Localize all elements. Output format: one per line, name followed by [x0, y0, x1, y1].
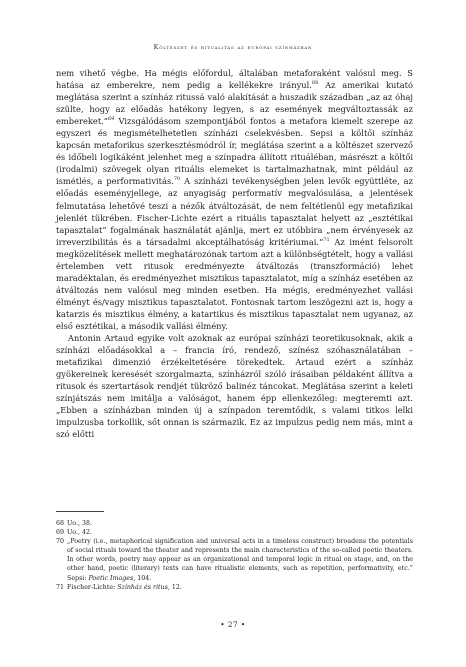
footnote-70 [56, 537, 413, 582]
cited-title: Színház és rítus [117, 583, 168, 591]
footnote-text: Uo., 38. [67, 520, 93, 527]
footnote-ref-69: 69 [108, 116, 115, 123]
footnote-text: Fischer-Lichte: Színház és rítus, 12. [67, 583, 182, 591]
footnote-number: 68 [56, 520, 65, 527]
body-text [56, 67, 413, 440]
footnote-rule [56, 511, 104, 512]
footnote-ref-68: 68 [311, 80, 319, 87]
cited-title: Poetic Images [88, 574, 134, 582]
page-number: • 27 • [220, 620, 246, 629]
running-head: Költészet és ritualitás az európai színházban [153, 43, 313, 51]
footnote-71 [56, 583, 413, 592]
footnote-ref-71: 71 [323, 236, 330, 243]
footnote-number: 69 [56, 529, 65, 537]
footnote-text: Uo., 42. [67, 529, 93, 537]
paragraph-1: nem vihető végbe. Ha mégis előfordul, általában metaforaként valósul meg. S hatása az emberekre, nem pedig a kellékekre irányul.$^{68}$ Az amerikai kutató meglátása szerint a színház ritussá való alakítását a huszadik században „az az óhaj szülte, hogy az előadás hatékony legyen, s az események megváltoztassák az embereket.”$^{69}$ Vizsgálódásom szempontjából fontos a metafora kiemelt szerepe az egyszeri és megismételhetetlen színházi cselekvésben. Sepsi a költői színház kapcsán metaforikus szerkesztésmódról ír, meglátása szerint a a költészet szervező és időbeli logikáként jelenhet meg a színpadra állított rituáléban, másrészt a költői (irodalmi) szövegek olyan rituális elemeket is tartalmazhatnak, mint például az ismétlés, a performativitás.$^{70}$ A színházi tevékenységben jelen levők együttléte, az előadás eseményjellege, az anyagiság performatív megvalósulása, a jelentések felmutatása lehetővé teszi a nézők átváltozását, de nem feltétlenül egy metafizikai jelenlét tükrében. Fischer-Lichte ezért a rituális tapasztalat helyett az „esztétikai tapasztalat” fogalmának használatát ajánlja, mert ez utóbbira „nem érvényesek az irreverzibilitás és a társadalmi akceptálhatóság kritériumai.”$^{71}$ Az imént felsorolt megközelítések mellett meghatározónak tartom azt a különbségtételt, hogy a vallási értelemben vett ritusok eredményezte átváltozás (transzformáció) lehet maradéktalan, és eredményezhet misztikus tapasztalatot, míg a színház esetében az átváltozás nem valósul meg minden esetben. Ha mégis, eredményezhet vallási élményt és/vagy misztikus tapasztalatot. Fontosnak tartom leszögezni azt is, hogy a katarzis és misztikus élmény, a katartikus és misztikus tapasztalat nem ugyanaz, az első esztétikai, a második vallási élmény. [56, 68, 413, 331]
footnotes [56, 519, 413, 592]
footnote-number: 71 [56, 583, 65, 591]
footnote-68 [56, 519, 413, 528]
footnote-number: 70 [56, 538, 65, 546]
footnote-ref-70: 70 [173, 176, 181, 183]
footnote-69 [56, 528, 413, 537]
footnote-text: „Poetry (i.e., metaphorical signification and universal acts in a timeless construct) broadens the potentials of social rituals toward the theater and represents the main characteristics of the so-called poetic theaters. In other words, poetry may appear as an organizational and temporal logic in ritual on stage, and, on the other hand, poetic (literary) texts can have ritualistic elements, such as repetition, performativity, etc.” Sepsi: Poetic Images, 104. [67, 538, 413, 582]
paragraph-2: Antonin Artaud egyike volt azoknak az európai színházi teoretikusoknak, akik a színházi előadásokkal a – francia író, rendező, színész szóhasználatában – metafizikai dimenzió érzékeltetésére törekedtek. Artaud ezért a színház gyökereinek keresését szorgalmazta, színházról szóló írásaiban példaként állítva a ritusok és szertartások rendjét tükröző balinéz táncokat. Meglátása szerint a keleti színjátszás nem imitálja a valóságot, hanem épp ellenkezőleg: megteremti azt. „Ebben a színházban minden új a színpadon teremtődik, s valami titkos lelki impulzusba torkollik, sőt onnan is származik. Ez az impulzus pedig nem más, mint a szó előtti [56, 333, 413, 440]
